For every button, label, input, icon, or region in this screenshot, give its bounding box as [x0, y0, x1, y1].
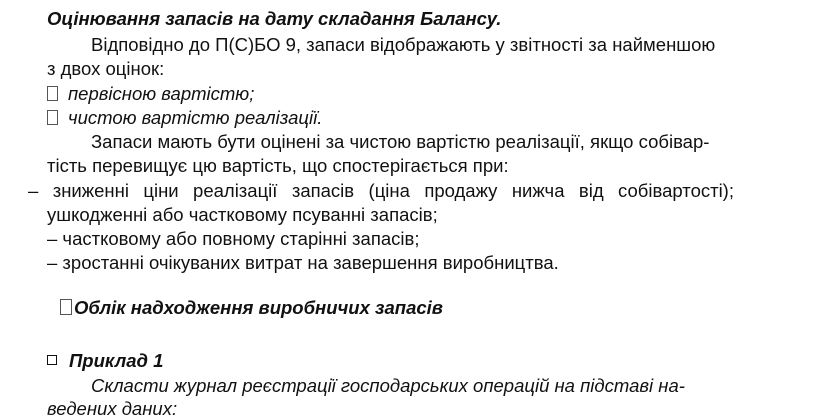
- checkbox-icon: [47, 86, 58, 101]
- paragraph-1-line-1: Відповідно до П(С)БО 9, запаси відображають у звітності за найменшою: [91, 34, 716, 55]
- section-title: Оцінювання запасів на дату складання Балансу.: [47, 8, 502, 29]
- task-line-1: Скласти журнал реєстрації господарських операцій на підставі на-: [91, 375, 685, 396]
- checkbox-icon: [47, 110, 58, 125]
- bullet-item-1-text: первісною вартістю;: [68, 83, 255, 104]
- list-item-1-line-2: ушкодженні або частковому псуванні запасів;: [47, 204, 438, 225]
- bullet-item-2-text: чистою вартістю реалізації.: [68, 107, 323, 128]
- bullet-item-1: [47, 83, 254, 105]
- example-title: Приклад 1: [69, 350, 164, 371]
- list-item-3: – зростанні очікуваних витрат на завершення виробництва.: [47, 252, 559, 273]
- list-item-1-line-1: – зниженні ціни реалізації запасів (ціна продажу нижча від собівартості);: [28, 180, 734, 201]
- task-line-2: ведених даних:: [47, 398, 178, 419]
- paragraph-2-line-2: тість перевищує цю вартість, що спостерігається при:: [47, 155, 509, 176]
- square-bullet-icon: [47, 355, 57, 365]
- subheading-text: Облік надходження виробничих запасів: [74, 297, 443, 318]
- list-item-2: – частковому або повному старінні запасів;: [47, 228, 420, 249]
- bullet-item-2: [47, 107, 322, 129]
- paragraph-1-line-2: з двох оцінок:: [47, 58, 165, 79]
- subheading: [60, 297, 443, 319]
- paragraph-2-line-1: Запаси мають бути оцінені за чистою вартістю реалізації, якщо собівар-: [91, 131, 710, 152]
- example-heading: [47, 350, 163, 372]
- checkbox-icon: [60, 299, 72, 315]
